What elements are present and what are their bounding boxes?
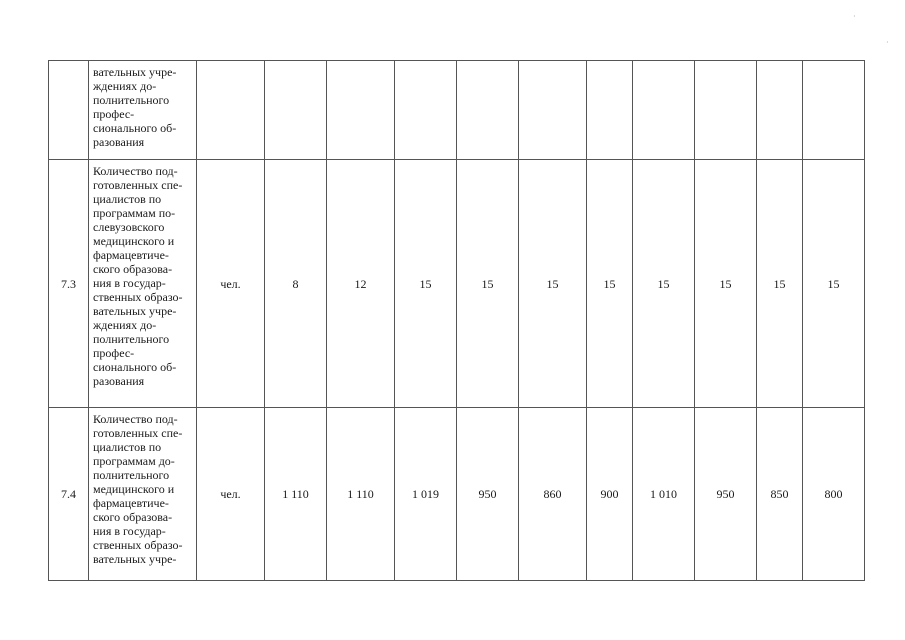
scan-speck: ·: [886, 38, 889, 47]
value-cell: 950: [695, 408, 757, 581]
value-cell: 12: [327, 160, 395, 408]
value-cell: [265, 61, 327, 160]
indicator-description: Количество под- готовленных спе- циалистов по программам по- слевузовского медицинского и фармацевтиче- ского образова- ния в государ- ственных образо- вательных учре- ждениях до- полнительного профес- сионального об- разования: [93, 164, 183, 388]
value-cell: 1 110: [327, 408, 395, 581]
value-cell: 900: [587, 408, 633, 581]
row-number-cell: [49, 61, 89, 160]
unit-cell: чел.: [197, 408, 265, 581]
value-cell: 15: [519, 160, 587, 408]
value-cell: [327, 61, 395, 160]
value-cell: 15: [695, 160, 757, 408]
value-cell: 15: [633, 160, 695, 408]
value-cell: 15: [587, 160, 633, 408]
scan-speck: ·: [853, 12, 856, 21]
unit-cell: чел.: [197, 160, 265, 408]
value-cell: 15: [457, 160, 519, 408]
table-row: [49, 61, 865, 160]
unit-cell: [197, 61, 265, 160]
indicator-description: вательных учре- ждениях до- полнительного профес- сионального об- разования: [93, 65, 177, 149]
value-cell: 950: [457, 408, 519, 581]
indicator-description: Количество под- готовленных спе- циалистов по программам до- полнительного медицинского и фармацевтиче- ского образова- ния в государ- ственных образо- вательных учре-: [93, 412, 183, 566]
value-cell: 1 019: [395, 408, 457, 581]
indicator-description-cell: [89, 61, 197, 160]
indicator-description-cell: [89, 408, 197, 581]
value-cell: 15: [395, 160, 457, 408]
value-cell: 860: [519, 408, 587, 581]
value-cell: 1 010: [633, 408, 695, 581]
value-cell: 1 110: [265, 408, 327, 581]
value-cell: 15: [803, 160, 865, 408]
value-cell: [519, 61, 587, 160]
indicator-table: [48, 60, 865, 581]
row-number-cell: 7.4: [49, 408, 89, 581]
value-cell: 8: [265, 160, 327, 408]
value-cell: 800: [803, 408, 865, 581]
value-cell: [587, 61, 633, 160]
value-cell: [695, 61, 757, 160]
indicator-description-cell: [89, 160, 197, 408]
value-cell: [633, 61, 695, 160]
value-cell: [757, 61, 803, 160]
value-cell: 850: [757, 408, 803, 581]
value-cell: [803, 61, 865, 160]
row-number-cell: 7.3: [49, 160, 89, 408]
value-cell: [395, 61, 457, 160]
table-row: [49, 160, 865, 408]
value-cell: [457, 61, 519, 160]
table-row: [49, 408, 865, 581]
value-cell: 15: [757, 160, 803, 408]
